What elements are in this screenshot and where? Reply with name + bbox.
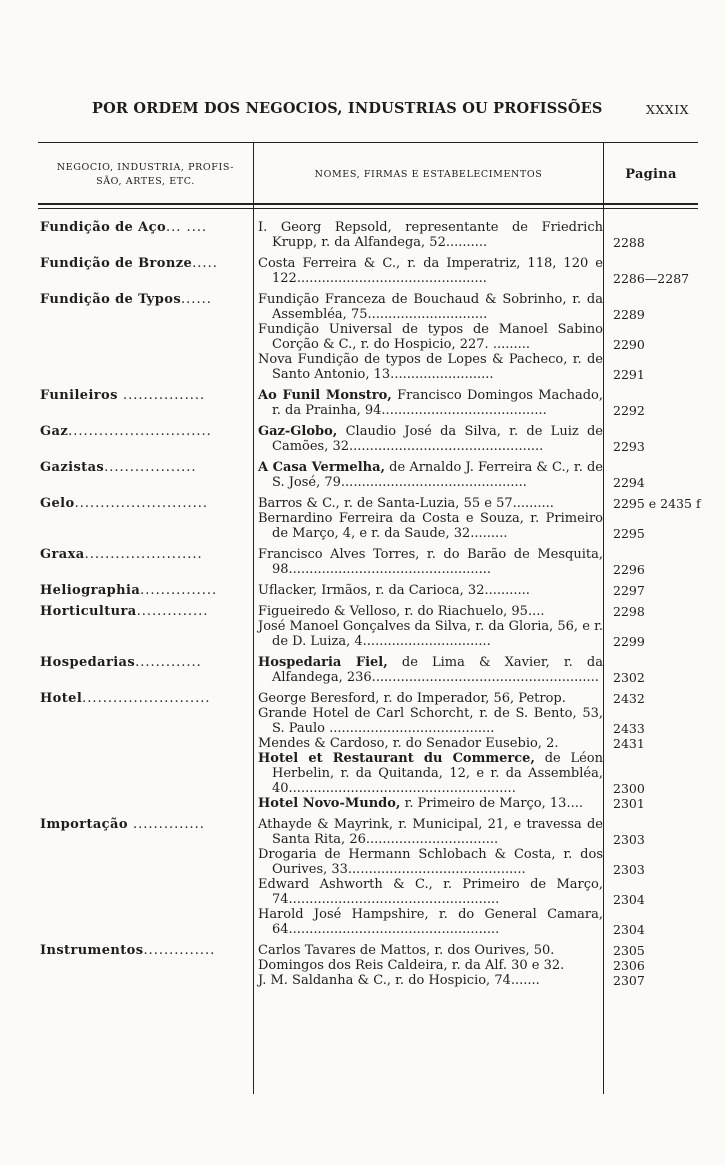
table-row	[0, 751, 725, 796]
category-cell	[40, 943, 254, 958]
table-row	[0, 958, 725, 973]
category-name: Gazistas	[40, 460, 105, 475]
leader-dots: ... ....	[166, 220, 208, 235]
table-row	[0, 706, 725, 736]
category-name: Heliographia	[40, 583, 141, 598]
column-header-category-line2: SÃO, ARTES, ETC.	[96, 176, 195, 187]
top-rule	[38, 142, 698, 143]
table-row	[0, 604, 725, 619]
page-number: XXXIX	[646, 102, 690, 117]
entry-text	[258, 322, 603, 352]
entry-text	[258, 424, 603, 454]
header-bottom-rule	[38, 203, 698, 205]
page-reference: 2304	[613, 922, 645, 937]
entry-text	[258, 796, 603, 811]
table-row	[0, 973, 725, 988]
entry-details: Harold José Hampshire, r. do General Camara, 64...................................................	[258, 907, 603, 937]
firm-name: Hospedaria Fiel,	[258, 655, 388, 670]
entry-details: Athayde & Mayrink, r. Municipal, 21, e travessa de Santa Rita, 26................................	[258, 817, 603, 847]
firm-name: Hotel Novo-Mundo,	[258, 796, 401, 811]
table-row	[0, 388, 725, 418]
category-cell	[40, 220, 254, 235]
page-reference: 2290	[613, 337, 645, 352]
firm-name: A Casa Vermelha,	[258, 460, 386, 475]
page-reference: 2295	[613, 526, 645, 541]
category-cell	[40, 604, 254, 619]
entry-text	[258, 547, 603, 577]
firm-name: Ao Funil Monstro,	[258, 388, 392, 403]
leader-dots: .....	[192, 256, 218, 271]
page-reference: 2306	[613, 958, 645, 973]
table-row	[0, 796, 725, 811]
entry-details: George Beresford, r. do Imperador, 56, Petrop.	[258, 691, 566, 706]
page-reference: 2299	[613, 634, 645, 649]
entry-text	[258, 943, 603, 958]
page-reference: 2289	[613, 307, 645, 322]
page-reference: 2433	[613, 721, 645, 736]
entry-text	[258, 958, 603, 973]
page-reference: 2288	[613, 235, 645, 250]
entry-details: Edward Ashworth & C., r. Primeiro de Março, 74...................................................	[258, 877, 603, 907]
entry-details: Francisco Domingos Machado, r. da Prainha, 94........................................	[272, 388, 603, 418]
leader-dots: .......................	[84, 547, 203, 562]
page-title: POR ORDEM DOS NEGOCIOS, INDUSTRIAS OU PROFISSÕES	[92, 100, 603, 117]
firm-name: Gaz-Globo,	[258, 424, 338, 439]
leader-dots: .........................	[82, 691, 211, 706]
table-row	[0, 847, 725, 877]
leader-dots: ................	[117, 388, 206, 403]
category-name: Horticultura	[40, 604, 137, 619]
page-reference: 2304	[613, 892, 645, 907]
page-reference: 2293	[613, 439, 645, 454]
category-name: Importação	[40, 817, 128, 832]
category-cell	[40, 460, 254, 475]
entry-text	[258, 691, 603, 706]
entry-text	[258, 496, 603, 511]
page-reference: 2303	[613, 832, 645, 847]
page-reference: 2302	[613, 670, 645, 685]
entry-details: José Manoel Gonçalves da Silva, r. da Gloria, 56, e r. de D. Luiza, 4...............................	[258, 619, 603, 649]
leader-dots: ...............	[140, 583, 218, 598]
entry-text	[258, 388, 603, 418]
entry-details: Carlos Tavares de Mattos, r. dos Ourives, 50.	[258, 943, 555, 958]
category-name: Fundição de Typos	[40, 292, 182, 307]
table-row	[0, 691, 725, 706]
entry-text	[258, 292, 603, 322]
category-cell	[40, 292, 254, 307]
table-row	[0, 583, 725, 598]
entry-details: I. Georg Repsold, representante de Friedrich Krupp, r. da Alfandega, 52..........	[258, 220, 603, 250]
entry-text	[258, 751, 603, 796]
entry-text	[258, 460, 603, 490]
category-name: Fundição de Bronze	[40, 256, 193, 271]
entry-text	[258, 352, 603, 382]
entry-details: Grande Hotel de Carl Schorcht, r. de S. Bento, 53, S. Paulo ........................................	[258, 706, 603, 736]
entry-text	[258, 511, 603, 541]
entry-text	[258, 619, 603, 649]
table-row	[0, 655, 725, 685]
category-cell	[40, 691, 254, 706]
page-reference: 2286—2287	[613, 271, 690, 286]
entry-text	[258, 907, 603, 937]
page-reference: 2300	[613, 781, 645, 796]
page-reference: 2294	[613, 475, 645, 490]
entry-text	[258, 583, 603, 598]
firm-name: Hotel et Restaurant du Commerce,	[258, 751, 535, 766]
page-reference: 2298	[613, 604, 645, 619]
category-cell	[40, 547, 254, 562]
entry-text	[258, 220, 603, 250]
table-row	[0, 496, 725, 511]
page-reference: 2296	[613, 562, 645, 577]
column-header-category-line1: NEGOCIO, INDUSTRIA, PROFIS-	[56, 162, 235, 173]
page-header	[0, 96, 725, 122]
entry-details: de Lima & Xavier, r. da Alfandega, 236.......................................................	[272, 655, 603, 685]
category-name: Graxa	[40, 547, 85, 562]
category-name: Hotel	[40, 691, 83, 706]
entry-details: r. Primeiro de Março, 13....	[400, 796, 583, 811]
header-bottom-rule-2	[38, 208, 698, 209]
table-row	[0, 256, 725, 286]
page-reference: 2291	[613, 367, 645, 382]
table-row	[0, 817, 725, 847]
entry-details: Figueiredo & Velloso, r. do Riachuelo, 95....	[258, 604, 545, 619]
entry-details: Barros & C., r. de Santa-Luzia, 55 e 57..........	[258, 496, 554, 511]
column-header-names: NOMES, FIRMAS E ESTABELECIMENTOS	[314, 169, 543, 180]
table-row	[0, 943, 725, 958]
entry-text	[258, 736, 603, 751]
table-row	[0, 907, 725, 937]
entry-text	[258, 655, 603, 685]
page-reference: 2305	[613, 943, 645, 958]
leader-dots: ..............	[127, 817, 205, 832]
page-reference: 2301	[613, 796, 645, 811]
entry-details: Costa Ferreira & C., r. da Imperatriz, 118, 120 e 122..............................................	[258, 256, 603, 286]
table-row	[0, 322, 725, 352]
page-reference: 2303	[613, 862, 645, 877]
entry-text	[258, 604, 603, 619]
entry-text	[258, 256, 603, 286]
entry-details: Bernardino Ferreira da Costa e Souza, r. Primeiro de Março, 4, e r. da Saude, 32.........	[258, 511, 603, 541]
category-name: Gaz	[40, 424, 69, 439]
entry-text	[258, 877, 603, 907]
category-cell	[40, 256, 254, 271]
leader-dots: ..................	[104, 460, 197, 475]
entry-details: J. M. Saldanha & C., r. do Hospicio, 74.......	[258, 973, 540, 988]
entry-text	[258, 847, 603, 877]
page-reference: 2295 e 2435 f	[613, 496, 701, 511]
table-row	[0, 352, 725, 382]
leader-dots: ............................	[68, 424, 212, 439]
entry-details: Mendes & Cardoso, r. do Senador Eusebio, 2.	[258, 736, 559, 751]
entry-details: Claudio José da Silva, r. de Luiz de Camões, 32...............................................	[272, 424, 603, 454]
column-header-category	[38, 147, 253, 203]
table-row	[0, 511, 725, 541]
entry-text	[258, 973, 603, 988]
entry-details: Drogaria de Hermann Schlobach & Costa, r. dos Ourives, 33...........................................	[258, 847, 603, 877]
leader-dots: ..............	[143, 943, 216, 958]
table-row	[0, 424, 725, 454]
leader-dots: ..........................	[74, 496, 209, 511]
entry-details: de Léon Herbelin, r. da Quitanda, 12, e r. da Assembléa, 40.......................................................	[272, 751, 604, 796]
directory-listing	[0, 220, 725, 988]
entry-details: Uflacker, Irmãos, r. da Carioca, 32...........	[258, 583, 530, 598]
page-reference: 2431	[613, 736, 645, 751]
table-row	[0, 292, 725, 322]
category-name: Hospedarias	[40, 655, 136, 670]
category-name: Gelo	[40, 496, 75, 511]
category-cell	[40, 496, 254, 511]
page-reference: 2307	[613, 973, 645, 988]
category-cell	[40, 655, 254, 670]
leader-dots: ..............	[136, 604, 209, 619]
page-reference: 2432	[613, 691, 645, 706]
table-row	[0, 619, 725, 649]
category-cell	[40, 817, 254, 832]
entry-details: Francisco Alves Torres, r. do Barão de Mesquita, 98.................................................	[258, 547, 603, 577]
entry-details: Nova Fundição de typos de Lopes & Pacheco, r. de Santo Antonio, 13.........................	[258, 352, 603, 382]
category-cell	[40, 388, 254, 403]
category-name: Fundição de Aço	[40, 220, 167, 235]
category-cell	[40, 424, 254, 439]
column-header-page: Pagina	[625, 167, 677, 182]
leader-dots: ......	[181, 292, 212, 307]
table-row	[0, 220, 725, 250]
entry-text	[258, 817, 603, 847]
entry-details: Fundição Universal de typos de Manoel Sabino Corção & C., r. do Hospicio, 227. .........	[258, 322, 603, 352]
table-row	[0, 460, 725, 490]
page-reference: 2297	[613, 583, 645, 598]
table-row	[0, 877, 725, 907]
entry-details: Fundição Franceza de Bouchaud & Sobrinho, r. da Assembléa, 75.............................	[258, 292, 603, 322]
leader-dots: .............	[135, 655, 202, 670]
category-name: Funileiros	[40, 388, 118, 403]
category-cell	[40, 583, 254, 598]
entry-details: de Arnaldo J. Ferreira & C., r. de S. José, 79.............................................	[272, 460, 603, 490]
page-reference: 2292	[613, 403, 645, 418]
table-row	[0, 736, 725, 751]
category-name: Instrumentos	[40, 943, 144, 958]
table-row	[0, 547, 725, 577]
entry-text	[258, 706, 603, 736]
entry-details: Domingos dos Reis Caldeira, r. da Alf. 30 e 32.	[258, 958, 565, 973]
